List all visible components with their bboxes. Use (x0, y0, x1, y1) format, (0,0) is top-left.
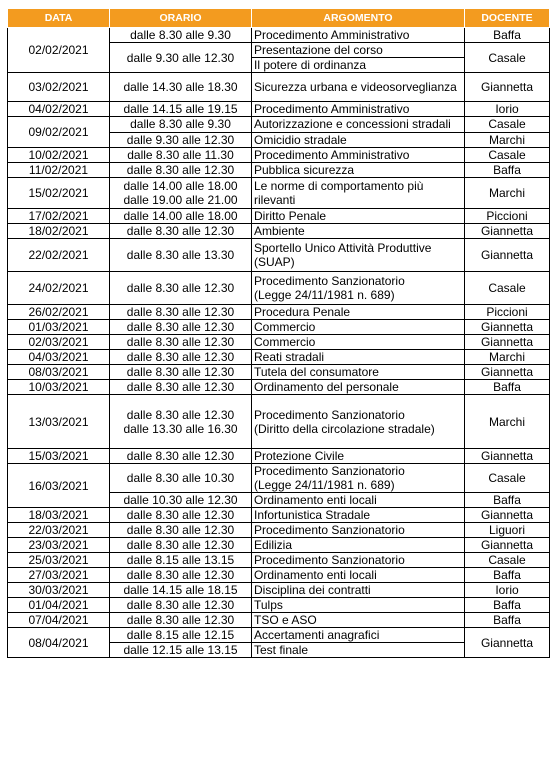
session-teacher: Casale (465, 464, 550, 493)
table-row (8, 613, 550, 628)
table-row (8, 28, 550, 43)
session-time: dalle 8.30 alle 12.30 (110, 272, 252, 305)
session-time: dalle 12.15 alle 13.15 (110, 643, 252, 658)
session-time: dalle 8.30 alle 9.30 (110, 28, 252, 43)
session-topic: Le norme di comportamento più rilevanti (252, 178, 465, 209)
session-time: dalle 8.30 alle 12.30 (110, 335, 252, 350)
table-row (8, 464, 550, 493)
table-row (8, 538, 550, 553)
session-topic: Ordinamento del personale (252, 380, 465, 395)
table-row (8, 628, 550, 643)
session-topic: Procedimento Sanzionatorio (252, 553, 465, 568)
table-row (8, 598, 550, 613)
session-time: dalle 8.30 alle 12.30 (110, 598, 252, 613)
header-date: DATA (8, 9, 110, 28)
session-teacher: Giannetta (465, 538, 550, 553)
table-row (8, 568, 550, 583)
session-topic: Presentazione del corso (252, 43, 465, 58)
session-topic: Procedimento Amministrativo (252, 28, 465, 43)
table-row (8, 224, 550, 239)
session-topic: Disciplina dei contratti (252, 583, 465, 598)
session-date: 22/02/2021 (8, 239, 110, 272)
header-topic: ARGOMENTO (252, 9, 465, 28)
session-date: 08/03/2021 (8, 365, 110, 380)
table-row (8, 449, 550, 464)
session-teacher: Baffa (465, 493, 550, 508)
session-time: dalle 8.30 alle 12.30 (110, 613, 252, 628)
session-topic: Diritto Penale (252, 209, 465, 224)
session-date: 17/02/2021 (8, 209, 110, 224)
table-row (8, 380, 550, 395)
session-teacher: Casale (465, 43, 550, 73)
table-row (8, 102, 550, 117)
session-teacher: Giannetta (465, 320, 550, 335)
session-date: 02/02/2021 (8, 28, 110, 73)
session-topic: Commercio (252, 335, 465, 350)
table-row (8, 305, 550, 320)
session-time: dalle 14.15 alle 19.15 (110, 102, 252, 117)
session-date: 01/04/2021 (8, 598, 110, 613)
session-date: 27/03/2021 (8, 568, 110, 583)
session-time: dalle 14.30 alle 18.30 (110, 73, 252, 102)
session-date: 01/03/2021 (8, 320, 110, 335)
table-row (8, 395, 550, 449)
session-topic: Autorizzazione e concessioni stradali (252, 117, 465, 133)
session-time: dalle 8.30 alle 11.30 (110, 148, 252, 163)
table-row (8, 272, 550, 305)
session-date: 23/03/2021 (8, 538, 110, 553)
table-row (8, 553, 550, 568)
session-time: dalle 8.30 alle 12.30 (110, 380, 252, 395)
session-teacher: Casale (465, 553, 550, 568)
session-topic: Procedura Penale (252, 305, 465, 320)
table-row (8, 209, 550, 224)
session-teacher: Piccioni (465, 305, 550, 320)
session-date: 22/03/2021 (8, 523, 110, 538)
session-teacher: Marchi (465, 132, 550, 148)
table-row (8, 148, 550, 163)
session-time: dalle 8.15 alle 13.15 (110, 553, 252, 568)
session-topic: Tutela del consumatore (252, 365, 465, 380)
session-topic: Ordinamento enti locali (252, 493, 465, 508)
table-row (8, 365, 550, 380)
session-time: dalle 8.30 alle 12.30 (110, 568, 252, 583)
session-teacher: Giannetta (465, 239, 550, 272)
session-date: 30/03/2021 (8, 583, 110, 598)
session-topic: Il potere di ordinanza (252, 58, 465, 73)
session-date: 09/02/2021 (8, 117, 110, 148)
session-date: 07/04/2021 (8, 613, 110, 628)
session-topic: Commercio (252, 320, 465, 335)
session-date: 15/03/2021 (8, 449, 110, 464)
session-topic: Procedimento Sanzionatorio (Diritto della circolazione stradale) (252, 395, 465, 449)
session-time: dalle 8.30 alle 12.30 (110, 320, 252, 335)
session-date: 13/03/2021 (8, 395, 110, 449)
session-topic: Procedimento Amministrativo (252, 148, 465, 163)
session-time: dalle 8.30 alle 12.30 (110, 350, 252, 365)
session-time: dalle 8.15 alle 12.15 (110, 628, 252, 643)
session-teacher: Giannetta (465, 335, 550, 350)
session-topic: Protezione Civile (252, 449, 465, 464)
header-time: ORARIO (110, 9, 252, 28)
session-date: 08/04/2021 (8, 628, 110, 658)
session-teacher: Baffa (465, 380, 550, 395)
session-teacher: Iorio (465, 102, 550, 117)
session-teacher: Baffa (465, 163, 550, 178)
session-teacher: Giannetta (465, 73, 550, 102)
session-time: dalle 14.00 alle 18.00 dalle 19.00 alle 21.00 (110, 178, 252, 209)
session-time: dalle 8.30 alle 12.30 (110, 224, 252, 239)
session-teacher: Giannetta (465, 628, 550, 658)
session-teacher: Marchi (465, 350, 550, 365)
session-teacher: Baffa (465, 28, 550, 43)
table-row (8, 523, 550, 538)
session-topic: TSO e ASO (252, 613, 465, 628)
session-teacher: Casale (465, 148, 550, 163)
session-time: dalle 8.30 alle 12.30 (110, 305, 252, 320)
session-date: 26/02/2021 (8, 305, 110, 320)
session-time: dalle 8.30 alle 13.30 (110, 239, 252, 272)
session-teacher: Piccioni (465, 209, 550, 224)
table-row (8, 320, 550, 335)
table-row (8, 583, 550, 598)
header-row (8, 9, 550, 28)
session-date: 15/02/2021 (8, 178, 110, 209)
session-teacher: Giannetta (465, 449, 550, 464)
header-teacher: DOCENTE (465, 9, 550, 28)
session-topic: Procedimento Sanzionatorio (Legge 24/11/1981 n. 689) (252, 272, 465, 305)
session-date: 18/02/2021 (8, 224, 110, 239)
session-topic: Test finale (252, 643, 465, 658)
schedule-table (7, 8, 550, 658)
session-date: 16/03/2021 (8, 464, 110, 508)
session-teacher: Baffa (465, 568, 550, 583)
session-topic: Reati stradali (252, 350, 465, 365)
session-time: dalle 14.15 alle 18.15 (110, 583, 252, 598)
session-time: dalle 9.30 alle 12.30 (110, 43, 252, 73)
table-row (8, 178, 550, 209)
session-time: dalle 8.30 alle 12.30 (110, 449, 252, 464)
session-topic: Procedimento Sanzionatorio (252, 523, 465, 538)
session-topic: Edilizia (252, 538, 465, 553)
session-time: dalle 10.30 alle 12.30 (110, 493, 252, 508)
session-date: 11/02/2021 (8, 163, 110, 178)
session-topic: Accertamenti anagrafici (252, 628, 465, 643)
session-time: dalle 8.30 alle 12.30 (110, 365, 252, 380)
session-date: 04/02/2021 (8, 102, 110, 117)
session-teacher: Marchi (465, 178, 550, 209)
session-time: dalle 8.30 alle 12.30 (110, 538, 252, 553)
session-time: dalle 8.30 alle 12.30 (110, 508, 252, 523)
session-topic: Omicidio stradale (252, 132, 465, 148)
session-topic: Infortunistica Stradale (252, 508, 465, 523)
session-topic: Ordinamento enti locali (252, 568, 465, 583)
session-teacher: Baffa (465, 598, 550, 613)
session-time: dalle 14.00 alle 18.00 (110, 209, 252, 224)
session-teacher: Iorio (465, 583, 550, 598)
table-row (8, 239, 550, 272)
session-topic: Ambiente (252, 224, 465, 239)
table-row (8, 117, 550, 133)
session-date: 25/03/2021 (8, 553, 110, 568)
session-teacher: Marchi (465, 395, 550, 449)
session-date: 24/02/2021 (8, 272, 110, 305)
table-row (8, 73, 550, 102)
session-topic: Pubblica sicurezza (252, 163, 465, 178)
table-row (8, 335, 550, 350)
session-time: dalle 8.30 alle 12.30 (110, 163, 252, 178)
session-date: 02/03/2021 (8, 335, 110, 350)
session-date: 04/03/2021 (8, 350, 110, 365)
session-time: dalle 9.30 alle 12.30 (110, 132, 252, 148)
session-teacher: Baffa (465, 613, 550, 628)
session-teacher: Giannetta (465, 224, 550, 239)
session-date: 18/03/2021 (8, 508, 110, 523)
session-teacher: Giannetta (465, 365, 550, 380)
session-topic: Procedimento Sanzionatorio (Legge 24/11/1981 n. 689) (252, 464, 465, 493)
session-topic: Sportello Unico Attività Produttive (SUAP) (252, 239, 465, 272)
session-time: dalle 8.30 alle 12.30 dalle 13.30 alle 16.30 (110, 395, 252, 449)
session-time: dalle 8.30 alle 10.30 (110, 464, 252, 493)
session-time: dalle 8.30 alle 12.30 (110, 523, 252, 538)
session-teacher: Giannetta (465, 508, 550, 523)
table-row (8, 350, 550, 365)
session-teacher: Liguori (465, 523, 550, 538)
session-date: 03/02/2021 (8, 73, 110, 102)
session-topic: Tulps (252, 598, 465, 613)
session-time: dalle 8.30 alle 9.30 (110, 117, 252, 133)
session-teacher: Casale (465, 272, 550, 305)
table-row (8, 508, 550, 523)
session-teacher: Casale (465, 117, 550, 133)
session-topic: Sicurezza urbana e videosorveglianza (252, 73, 465, 102)
session-date: 10/03/2021 (8, 380, 110, 395)
session-date: 10/02/2021 (8, 148, 110, 163)
table-row (8, 163, 550, 178)
session-topic: Procedimento Amministrativo (252, 102, 465, 117)
